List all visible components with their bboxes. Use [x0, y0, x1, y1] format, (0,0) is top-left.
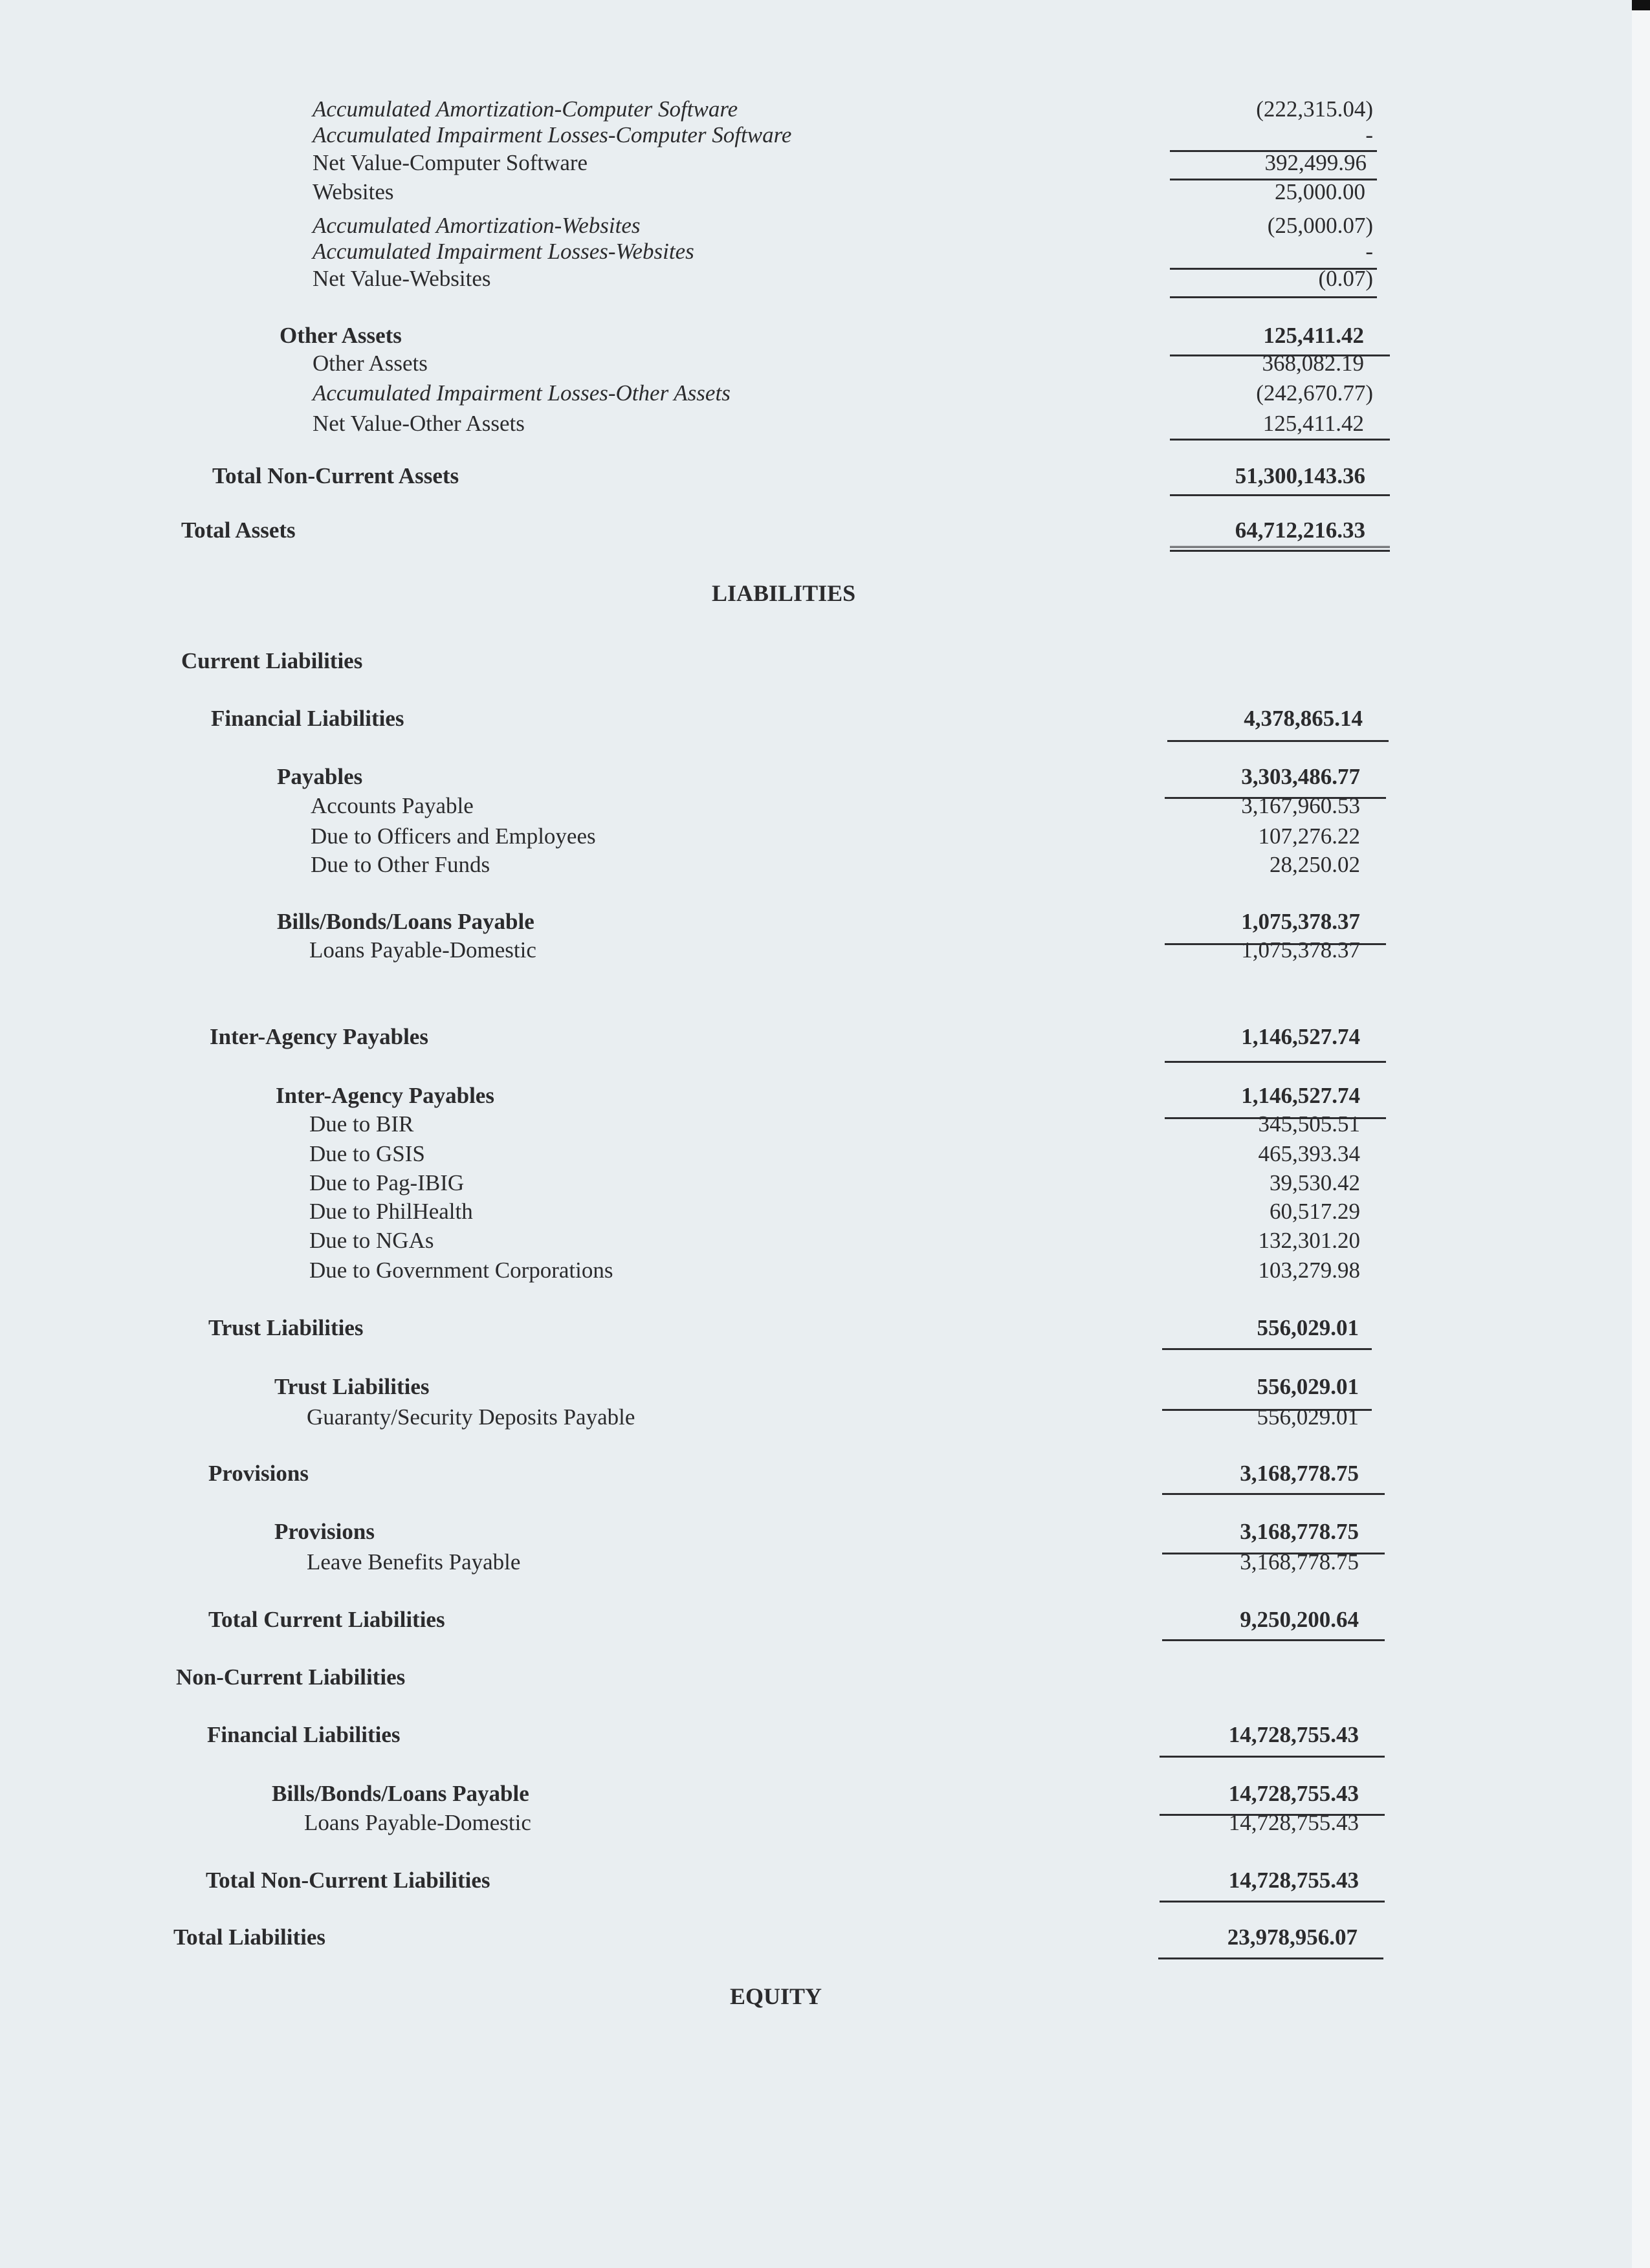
row-amount: 103,279.98 — [1258, 1258, 1360, 1283]
row-amount: 368,082.19 — [1262, 351, 1364, 376]
row-amount: 14,728,755.43 — [1228, 1810, 1359, 1835]
row-label: Due to BIR — [309, 1111, 414, 1137]
row-amount: 60,517.29 — [1270, 1199, 1360, 1224]
row-amount: 4,378,865.14 — [1244, 706, 1363, 731]
row-amount: 1,075,378.37 — [1241, 937, 1360, 963]
row-amount: 25,000.00 — [1275, 179, 1365, 204]
row-amount: (222,315.04) — [1256, 96, 1373, 122]
row-label: Trust Liabilities — [208, 1315, 364, 1340]
underline-rule — [1165, 1117, 1386, 1119]
row-amount: 465,393.34 — [1258, 1141, 1360, 1166]
row-label: Other Assets — [280, 323, 402, 348]
section-heading: EQUITY — [730, 1983, 822, 2009]
row-amount: 3,303,486.77 — [1241, 764, 1360, 789]
row-label: Inter-Agency Payables — [210, 1024, 428, 1049]
row-label: Net Value-Other Assets — [313, 411, 525, 436]
row-label: Accumulated Impairment Losses-Other Assets — [313, 380, 731, 406]
underline-rule — [1162, 1409, 1372, 1411]
scan-edge — [1632, 0, 1650, 2268]
row-label: Total Non-Current Liabilities — [206, 1868, 490, 1893]
row-amount: 1,146,527.74 — [1241, 1083, 1360, 1108]
row-amount: 3,167,960.53 — [1241, 793, 1360, 818]
row-amount: 556,029.01 — [1257, 1404, 1359, 1430]
row-amount: (25,000.07) — [1267, 213, 1373, 238]
row-label: Due to Officers and Employees — [311, 823, 596, 849]
row-amount: 51,300,143.36 — [1235, 463, 1365, 488]
underline-rule — [1162, 1348, 1372, 1350]
row-label: Total Assets — [181, 518, 296, 543]
row-label: Total Current Liabilities — [208, 1607, 445, 1632]
row-amount: 392,499.96 — [1264, 150, 1367, 175]
row-amount: - — [1365, 239, 1373, 264]
row-label: Inter-Agency Payables — [276, 1083, 494, 1108]
underline-rule — [1170, 439, 1390, 441]
row-amount: (0.07) — [1318, 266, 1373, 291]
row-amount: 345,505.51 — [1258, 1111, 1360, 1137]
row-label: Payables — [277, 764, 363, 789]
row-amount: (242,670.77) — [1256, 380, 1373, 406]
scan-mark — [1632, 0, 1650, 10]
underline-rule — [1162, 1553, 1385, 1554]
underline-rule — [1170, 150, 1377, 152]
row-label: Due to Other Funds — [311, 852, 490, 877]
row-amount: 556,029.01 — [1257, 1315, 1359, 1340]
underline-rule — [1170, 494, 1390, 496]
underline-rule — [1162, 1493, 1385, 1495]
row-amount: 556,029.01 — [1257, 1374, 1359, 1399]
row-label: Due to Pag-IBIG — [309, 1170, 465, 1195]
row-label: Due to Government Corporations — [309, 1258, 613, 1283]
row-label: Provisions — [274, 1519, 375, 1544]
row-amount: - — [1365, 122, 1373, 147]
row-label: Bills/Bonds/Loans Payable — [277, 909, 534, 934]
row-label: Loans Payable-Domestic — [309, 937, 536, 963]
row-label: Due to GSIS — [309, 1141, 425, 1166]
row-amount: 39,530.42 — [1270, 1170, 1360, 1195]
row-amount: 64,712,216.33 — [1235, 518, 1365, 543]
row-label: Financial Liabilities — [211, 706, 404, 731]
row-label: Trust Liabilities — [274, 1374, 430, 1399]
row-label: Provisions — [208, 1461, 309, 1486]
row-label: Total Non-Current Assets — [212, 463, 459, 488]
row-amount: 132,301.20 — [1258, 1228, 1360, 1253]
row-amount: 3,168,778.75 — [1240, 1549, 1359, 1575]
row-label: Non-Current Liabilities — [176, 1664, 406, 1690]
section-heading: LIABILITIES — [712, 580, 856, 606]
row-amount: 14,728,755.43 — [1228, 1781, 1359, 1806]
row-label: Leave Benefits Payable — [307, 1549, 521, 1575]
row-amount: 3,168,778.75 — [1240, 1519, 1359, 1544]
underline-rule — [1162, 1639, 1385, 1641]
row-label: Websites — [313, 179, 394, 204]
row-label: Loans Payable-Domestic — [304, 1810, 531, 1835]
underline-rule — [1170, 354, 1390, 356]
row-label: Guaranty/Security Deposits Payable — [307, 1404, 635, 1430]
row-amount: 9,250,200.64 — [1240, 1607, 1359, 1632]
row-label: Accumulated Amortization-Computer Software — [313, 96, 738, 122]
row-amount: 14,728,755.43 — [1228, 1722, 1359, 1747]
row-amount: 3,168,778.75 — [1240, 1461, 1359, 1486]
underline-rule — [1170, 546, 1390, 552]
row-label: Accumulated Impairment Losses-Computer Software — [313, 122, 792, 147]
row-label: Bills/Bonds/Loans Payable — [272, 1781, 529, 1806]
row-amount: 107,276.22 — [1258, 823, 1360, 849]
underline-rule — [1167, 740, 1389, 742]
row-label: Accumulated Amortization-Websites — [313, 213, 641, 238]
underline-rule — [1158, 1957, 1383, 1959]
row-label: Current Liabilities — [181, 648, 363, 673]
underline-rule — [1165, 943, 1386, 945]
underline-rule — [1165, 797, 1386, 799]
row-amount: 23,978,956.07 — [1227, 1925, 1358, 1950]
underline-rule — [1160, 1814, 1385, 1816]
row-label: Accumulated Impairment Losses-Websites — [313, 239, 694, 264]
row-label: Accounts Payable — [311, 793, 474, 818]
row-label: Financial Liabilities — [207, 1722, 401, 1747]
row-amount: 14,728,755.43 — [1228, 1868, 1359, 1893]
underline-rule — [1160, 1901, 1385, 1903]
underline-rule — [1170, 296, 1377, 298]
row-label: Net Value-Computer Software — [313, 150, 588, 175]
row-label: Due to NGAs — [309, 1228, 434, 1253]
row-amount: 1,075,378.37 — [1241, 909, 1360, 934]
row-amount: 1,146,527.74 — [1241, 1024, 1360, 1049]
underline-rule — [1170, 268, 1377, 270]
row-amount: 28,250.02 — [1270, 852, 1360, 877]
row-amount: 125,411.42 — [1262, 411, 1364, 436]
underline-rule — [1165, 1061, 1386, 1063]
row-amount: 125,411.42 — [1263, 323, 1364, 348]
row-label: Due to PhilHealth — [309, 1199, 473, 1224]
row-label: Other Assets — [313, 351, 428, 376]
underline-rule — [1160, 1756, 1385, 1758]
row-label: Net Value-Websites — [313, 266, 491, 291]
underline-rule — [1170, 179, 1377, 180]
row-label: Total Liabilities — [173, 1925, 326, 1950]
